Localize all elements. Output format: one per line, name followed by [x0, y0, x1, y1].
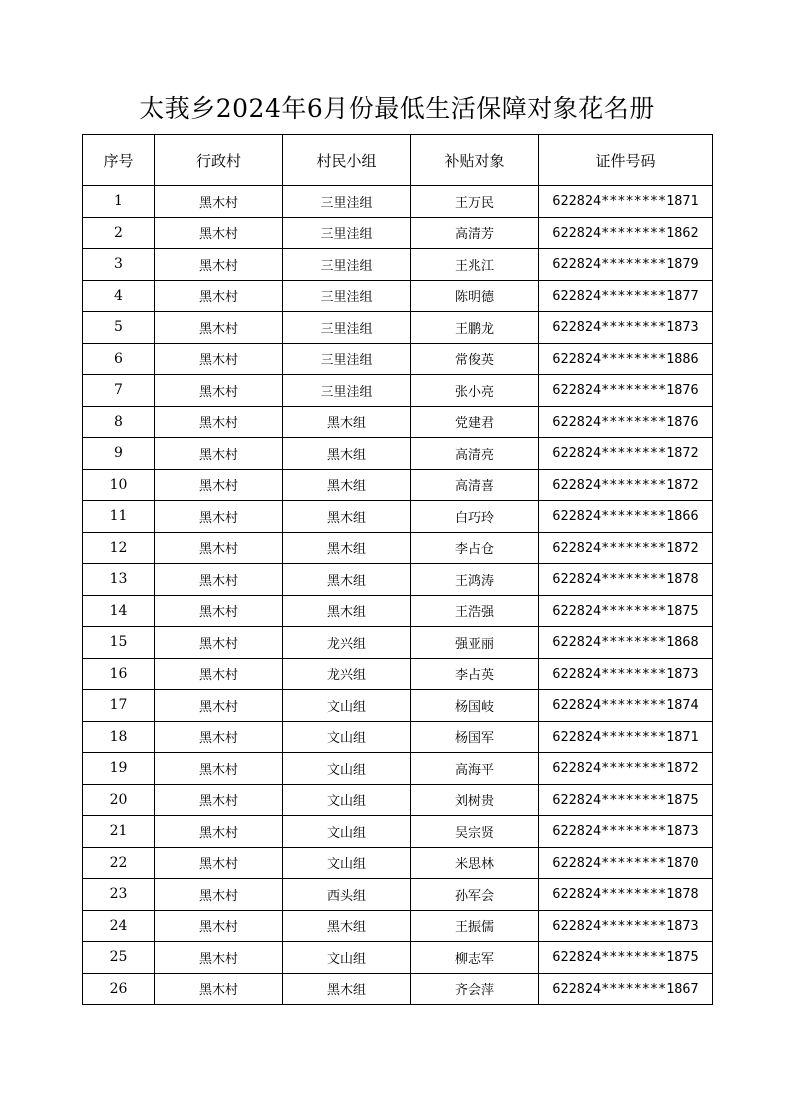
- cell-group: 黑木组: [283, 438, 411, 470]
- cell-id-number: 622824********1873: [539, 658, 713, 690]
- table-row: [83, 249, 713, 281]
- cell-id-number: 622824********1874: [539, 690, 713, 722]
- cell-seq: 17: [83, 690, 155, 722]
- table-row: [83, 501, 713, 533]
- cell-id-number: 622824********1872: [539, 469, 713, 501]
- table-row: [83, 879, 713, 911]
- cell-group: 西头组: [283, 879, 411, 911]
- cell-recipient: 齐会萍: [411, 973, 539, 1005]
- cell-recipient: 米思林: [411, 847, 539, 879]
- cell-village: 黑木村: [155, 879, 283, 911]
- table-row: [83, 406, 713, 438]
- cell-group: 龙兴组: [283, 658, 411, 690]
- cell-village: 黑木村: [155, 658, 283, 690]
- cell-village: 黑木村: [155, 564, 283, 596]
- cell-village: 黑木村: [155, 721, 283, 753]
- cell-seq: 8: [83, 406, 155, 438]
- cell-village: 黑木村: [155, 690, 283, 722]
- cell-seq: 13: [83, 564, 155, 596]
- cell-group: 三里洼组: [283, 280, 411, 312]
- cell-recipient: 高清亮: [411, 438, 539, 470]
- cell-group: 黑木组: [283, 910, 411, 942]
- cell-recipient: 陈明德: [411, 280, 539, 312]
- cell-seq: 9: [83, 438, 155, 470]
- cell-seq: 6: [83, 343, 155, 375]
- cell-village: 黑木村: [155, 627, 283, 659]
- cell-group: 三里洼组: [283, 312, 411, 344]
- cell-group: 黑木组: [283, 532, 411, 564]
- cell-recipient: 常俊英: [411, 343, 539, 375]
- cell-id-number: 622824********1876: [539, 406, 713, 438]
- cell-group: 文山组: [283, 942, 411, 974]
- table-row: [83, 658, 713, 690]
- cell-seq: 3: [83, 249, 155, 281]
- cell-group: 黑木组: [283, 469, 411, 501]
- cell-group: 龙兴组: [283, 627, 411, 659]
- cell-id-number: 622824********1872: [539, 753, 713, 785]
- table-row: [83, 280, 713, 312]
- cell-id-number: 622824********1866: [539, 501, 713, 533]
- cell-seq: 12: [83, 532, 155, 564]
- table-row: [83, 816, 713, 848]
- cell-id-number: 622824********1872: [539, 438, 713, 470]
- cell-id-number: 622824********1867: [539, 973, 713, 1005]
- cell-id-number: 622824********1879: [539, 249, 713, 281]
- cell-id-number: 622824********1873: [539, 910, 713, 942]
- table-row: [83, 910, 713, 942]
- table-row: [83, 217, 713, 249]
- cell-group: 文山组: [283, 753, 411, 785]
- cell-id-number: 622824********1873: [539, 312, 713, 344]
- cell-group: 三里洼组: [283, 249, 411, 281]
- cell-group: 文山组: [283, 690, 411, 722]
- cell-recipient: 高清喜: [411, 469, 539, 501]
- page-title: 太莪乡2024年6月份最低生活保障对象花名册: [139, 94, 655, 123]
- table-row: [83, 753, 713, 785]
- cell-group: 文山组: [283, 784, 411, 816]
- cell-recipient: 王万民: [411, 186, 539, 218]
- cell-seq: 11: [83, 501, 155, 533]
- cell-id-number: 622824********1873: [539, 816, 713, 848]
- table-row: [83, 438, 713, 470]
- cell-seq: 14: [83, 595, 155, 627]
- cell-seq: 15: [83, 627, 155, 659]
- cell-recipient: 白巧玲: [411, 501, 539, 533]
- cell-id-number: 622824********1877: [539, 280, 713, 312]
- cell-id-number: 622824********1878: [539, 879, 713, 911]
- cell-village: 黑木村: [155, 249, 283, 281]
- cell-recipient: 王鹏龙: [411, 312, 539, 344]
- cell-village: 黑木村: [155, 595, 283, 627]
- table-row: [83, 973, 713, 1005]
- cell-recipient: 王鸿涛: [411, 564, 539, 596]
- cell-group: 三里洼组: [283, 186, 411, 218]
- cell-village: 黑木村: [155, 532, 283, 564]
- roster-table: [82, 134, 713, 1005]
- cell-id-number: 622824********1876: [539, 375, 713, 407]
- cell-recipient: 王浩强: [411, 595, 539, 627]
- table-row: [83, 942, 713, 974]
- cell-group: 三里洼组: [283, 343, 411, 375]
- cell-recipient: 强亚丽: [411, 627, 539, 659]
- cell-group: 黑木组: [283, 501, 411, 533]
- cell-id-number: 622824********1871: [539, 186, 713, 218]
- cell-recipient: 高海平: [411, 753, 539, 785]
- cell-id-number: 622824********1875: [539, 595, 713, 627]
- cell-group: 文山组: [283, 847, 411, 879]
- cell-group: 三里洼组: [283, 375, 411, 407]
- cell-village: 黑木村: [155, 343, 283, 375]
- header-seq: 序号: [83, 135, 155, 186]
- cell-seq: 22: [83, 847, 155, 879]
- cell-seq: 19: [83, 753, 155, 785]
- table-row: [83, 847, 713, 879]
- cell-village: 黑木村: [155, 438, 283, 470]
- cell-group: 黑木组: [283, 406, 411, 438]
- table-row: [83, 721, 713, 753]
- header-recipient: 补贴对象: [411, 135, 539, 186]
- cell-seq: 25: [83, 942, 155, 974]
- cell-seq: 16: [83, 658, 155, 690]
- cell-village: 黑木村: [155, 942, 283, 974]
- cell-recipient: 李占英: [411, 658, 539, 690]
- cell-group: 黑木组: [283, 595, 411, 627]
- table-row: [83, 564, 713, 596]
- cell-seq: 7: [83, 375, 155, 407]
- table-row: [83, 469, 713, 501]
- cell-recipient: 孙军会: [411, 879, 539, 911]
- table-header-row: [83, 135, 713, 186]
- cell-seq: 18: [83, 721, 155, 753]
- header-id-number: 证件号码: [539, 135, 713, 186]
- cell-group: 黑木组: [283, 973, 411, 1005]
- table-row: [83, 690, 713, 722]
- cell-id-number: 622824********1872: [539, 532, 713, 564]
- cell-village: 黑木村: [155, 312, 283, 344]
- cell-id-number: 622824********1871: [539, 721, 713, 753]
- cell-seq: 10: [83, 469, 155, 501]
- cell-village: 黑木村: [155, 847, 283, 879]
- cell-village: 黑木村: [155, 973, 283, 1005]
- cell-group: 文山组: [283, 816, 411, 848]
- table-row: [83, 312, 713, 344]
- table-row: [83, 186, 713, 218]
- cell-seq: 23: [83, 879, 155, 911]
- cell-recipient: 李占仓: [411, 532, 539, 564]
- cell-village: 黑木村: [155, 469, 283, 501]
- cell-village: 黑木村: [155, 280, 283, 312]
- cell-seq: 5: [83, 312, 155, 344]
- cell-village: 黑木村: [155, 375, 283, 407]
- cell-village: 黑木村: [155, 753, 283, 785]
- cell-id-number: 622824********1870: [539, 847, 713, 879]
- cell-seq: 2: [83, 217, 155, 249]
- cell-recipient: 吴宗贤: [411, 816, 539, 848]
- cell-village: 黑木村: [155, 910, 283, 942]
- cell-id-number: 622824********1878: [539, 564, 713, 596]
- table-row: [83, 343, 713, 375]
- cell-village: 黑木村: [155, 784, 283, 816]
- cell-village: 黑木村: [155, 186, 283, 218]
- cell-id-number: 622824********1868: [539, 627, 713, 659]
- table-row: [83, 595, 713, 627]
- table-row: [83, 375, 713, 407]
- cell-village: 黑木村: [155, 816, 283, 848]
- cell-seq: 1: [83, 186, 155, 218]
- header-village: 行政村: [155, 135, 283, 186]
- cell-recipient: 杨国岐: [411, 690, 539, 722]
- cell-village: 黑木村: [155, 501, 283, 533]
- cell-recipient: 柳志军: [411, 942, 539, 974]
- cell-id-number: 622824********1875: [539, 942, 713, 974]
- cell-group: 黑木组: [283, 564, 411, 596]
- header-group: 村民小组: [283, 135, 411, 186]
- cell-recipient: 党建君: [411, 406, 539, 438]
- cell-group: 文山组: [283, 721, 411, 753]
- cell-recipient: 刘树贵: [411, 784, 539, 816]
- cell-village: 黑木村: [155, 406, 283, 438]
- cell-group: 三里洼组: [283, 217, 411, 249]
- cell-id-number: 622824********1862: [539, 217, 713, 249]
- cell-recipient: 高清芳: [411, 217, 539, 249]
- table-row: [83, 627, 713, 659]
- table-row: [83, 784, 713, 816]
- cell-id-number: 622824********1886: [539, 343, 713, 375]
- cell-recipient: 杨国军: [411, 721, 539, 753]
- cell-recipient: 王振儒: [411, 910, 539, 942]
- table-row: [83, 532, 713, 564]
- table-body: [83, 186, 713, 1005]
- cell-seq: 24: [83, 910, 155, 942]
- cell-seq: 4: [83, 280, 155, 312]
- cell-id-number: 622824********1875: [539, 784, 713, 816]
- cell-seq: 20: [83, 784, 155, 816]
- cell-recipient: 王兆江: [411, 249, 539, 281]
- cell-recipient: 张小亮: [411, 375, 539, 407]
- cell-seq: 21: [83, 816, 155, 848]
- cell-village: 黑木村: [155, 217, 283, 249]
- cell-seq: 26: [83, 973, 155, 1005]
